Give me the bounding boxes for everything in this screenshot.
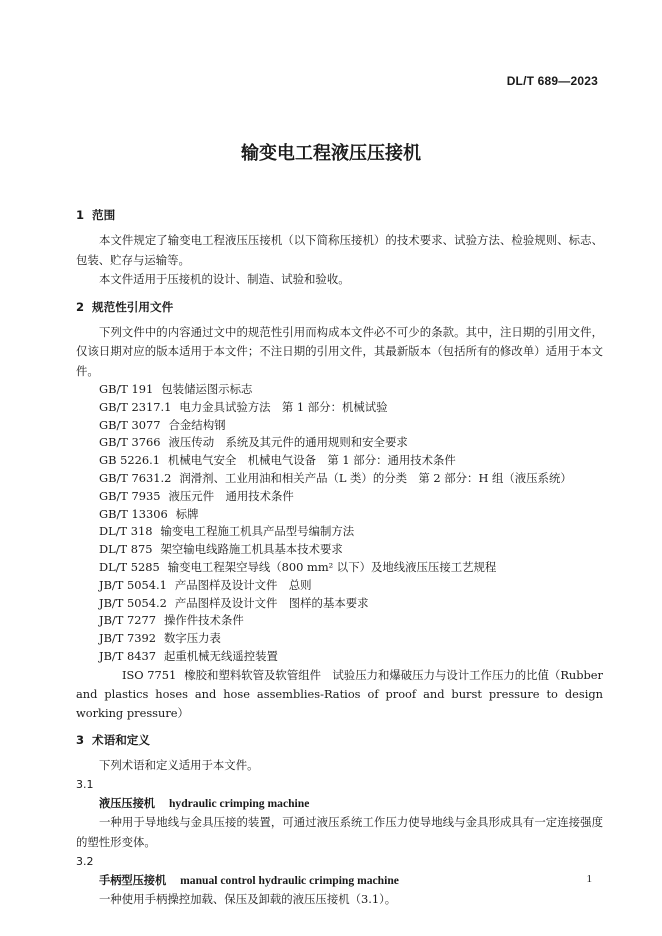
section-heading-normative-references bbox=[76, 298, 603, 317]
term-name: 手柄型压接机 manual control hydraulic crimping machine bbox=[99, 874, 399, 888]
reference-item: ISO 7751 橡胶和塑料软管及软管组件 试验压力和爆破压力与设计工作压力的比值（Rubber and plastics hoses and hose assemblies-Ratios of proof and burst pressure to design working pressure） bbox=[76, 667, 603, 720]
section-number: 1 bbox=[76, 208, 85, 222]
section-heading-terms-definitions bbox=[76, 731, 603, 750]
reference-item: GB/T 3766 液压传动 系统及其元件的通用规则和安全要求 bbox=[99, 435, 408, 450]
paragraph: 下列文件中的内容通过文中的规范性引用而构成本文件必不可少的条款。其中，注日期的引用文件，仅该日期对应的版本适用于本文件；不注日期的引用文件，其最新版本（包括所有的修改单）适用于本文件。 bbox=[76, 324, 603, 378]
reference-item: JB/T 7392 数字压力表 bbox=[99, 631, 221, 646]
reference-item: GB/T 13306 标牌 bbox=[99, 506, 199, 521]
term-definition: 一种使用手柄操控加载、保压及卸载的液压压接机（3.1）。 bbox=[99, 892, 397, 907]
section-number: 3 bbox=[76, 732, 85, 747]
reference-item: GB/T 2317.1 电力金具试验方法 第 1 部分：机械试验 bbox=[99, 399, 388, 414]
document-title: 输变电工程液压压接机 bbox=[241, 143, 421, 164]
reference-item: GB/T 7631.2 润滑剂、工业用油和相关产品（L 类）的分类 第 2 部分：H 组（液压系统） bbox=[99, 470, 572, 485]
section-heading-scope bbox=[76, 206, 603, 225]
term-number: 3.2 bbox=[76, 855, 94, 869]
reference-item: JB/T 5054.2 产品图样及设计文件 图样的基本要求 bbox=[99, 595, 369, 610]
paragraph: 本文件适用于压接机的设计、制造、试验和验收。 bbox=[99, 272, 350, 286]
section-title: 规范性引用文件 bbox=[92, 299, 174, 314]
section-title: 范围 bbox=[92, 208, 116, 222]
standard-code: DL/T 689—2023 bbox=[506, 74, 598, 88]
reference-item: DL/T 318 输变电工程施工机具产品型号编制方法 bbox=[99, 524, 355, 539]
term-number: 3.1 bbox=[76, 778, 94, 792]
reference-item: JB/T 8437 起重机械无线遥控装置 bbox=[99, 648, 278, 663]
reference-item: JB/T 7277 操作件技术条件 bbox=[99, 613, 244, 628]
reference-item: GB/T 191 包装储运图示标志 bbox=[99, 382, 253, 396]
section-number: 2 bbox=[76, 299, 85, 314]
reference-list bbox=[76, 381, 603, 723]
section-title: 术语和定义 bbox=[92, 732, 150, 747]
reference-item: DL/T 875 架空输电线路施工机具基本技术要求 bbox=[99, 542, 343, 557]
reference-item: GB/T 7935 液压元件 通用技术条件 bbox=[99, 488, 294, 503]
paragraph: 本文件规定了输变电工程液压压接机（以下简称压接机）的技术要求、试验方法、检验规则、标志、包装、贮存与运输等。 bbox=[76, 233, 603, 267]
reference-item: JB/T 5054.1 产品图样及设计文件 总则 bbox=[99, 577, 312, 592]
paragraph: 下列术语和定义适用于本文件。 bbox=[99, 757, 259, 772]
term-definition: 一种用于导地线与金具压接的装置，可通过液压系统工作压力使导地线与金具形成具有一定连接强度的塑性形变体。 bbox=[76, 815, 603, 849]
reference-item: GB/T 3077 合金结构钢 bbox=[99, 417, 226, 432]
document-body bbox=[76, 206, 603, 910]
reference-item: GB 5226.1 机械电气安全 机械电气设备 第 1 部分：通用技术条件 bbox=[99, 453, 456, 468]
term-name: 液压压接机 hydraulic crimping machine bbox=[99, 797, 310, 811]
page-number: 1 bbox=[586, 873, 592, 885]
reference-item: DL/T 5285 输变电工程架空导线（800 mm² 以下）及地线液压压接工艺规程 bbox=[99, 559, 497, 574]
